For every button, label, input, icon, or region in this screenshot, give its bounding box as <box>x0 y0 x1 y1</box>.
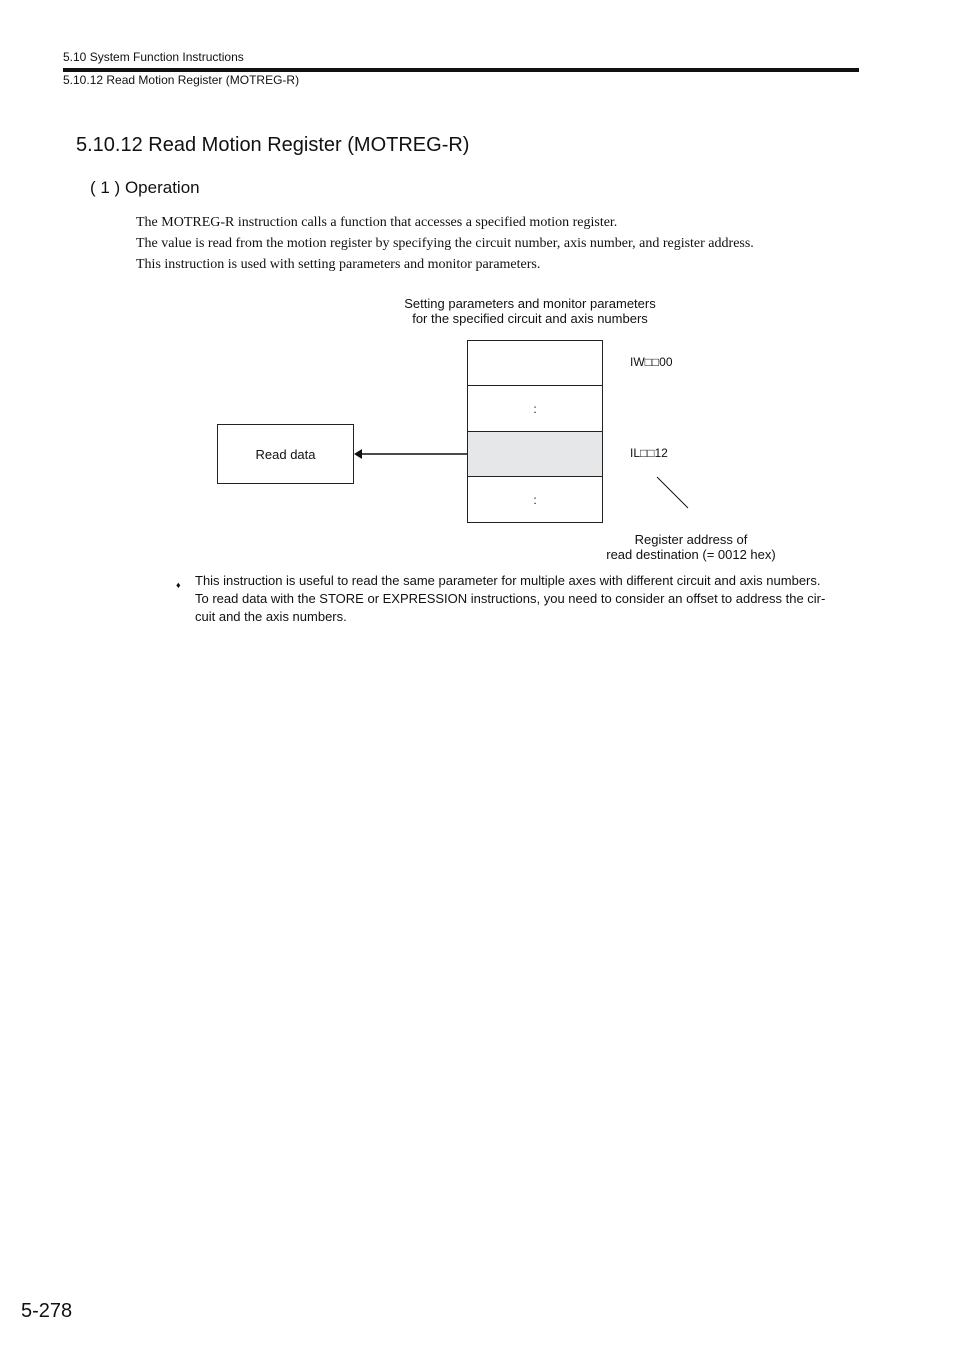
bullet-line: This instruction is useful to read the same parameter for multiple axes with different circuit and axis numbers. <box>195 573 821 588</box>
bullet-text <box>195 572 860 626</box>
register-cell: : <box>467 385 603 432</box>
register-note <box>591 532 791 562</box>
header-subsection: 5.10.12 Read Motion Register (MOTREG-R) <box>63 73 300 87</box>
arrow-head-icon <box>354 449 362 459</box>
page-title: 5.10.12 Read Motion Register (MOTREG-R) <box>76 134 470 156</box>
register-label-mid: IL□□12 <box>630 446 668 460</box>
bullet-icon: ♦ <box>176 580 181 590</box>
register-cell: : <box>467 476 603 523</box>
paragraph-line: This instruction is used with setting parameters and monitor parameters. <box>136 257 541 272</box>
bullet-line: To read data with the STORE or EXPRESSION instructions, you need to consider an offset to address the cir- <box>195 591 826 606</box>
caption-line: Setting parameters and monitor parameters <box>404 296 656 311</box>
header-section: 5.10 System Function Instructions <box>63 50 244 64</box>
page-number: 5-278 <box>21 1300 73 1322</box>
read-data-label: Read data <box>255 446 316 462</box>
bullet-line: cuit and the axis numbers. <box>195 609 347 624</box>
paragraph-line: The MOTREG-R instruction calls a function that accesses a specified motion register. <box>136 215 618 230</box>
pointer-line <box>657 477 688 508</box>
note-line: read destination (= 0012 hex) <box>606 547 776 562</box>
note-line: Register address of <box>634 532 748 547</box>
subheading: ( 1 ) Operation <box>90 178 200 197</box>
paragraph-line: The value is read from the motion register by specifying the circuit number, axis number, and register address. <box>136 236 754 251</box>
register-label-top: IW□□00 <box>630 355 673 369</box>
caption-line: for the specified circuit and axis numbers <box>412 311 648 326</box>
